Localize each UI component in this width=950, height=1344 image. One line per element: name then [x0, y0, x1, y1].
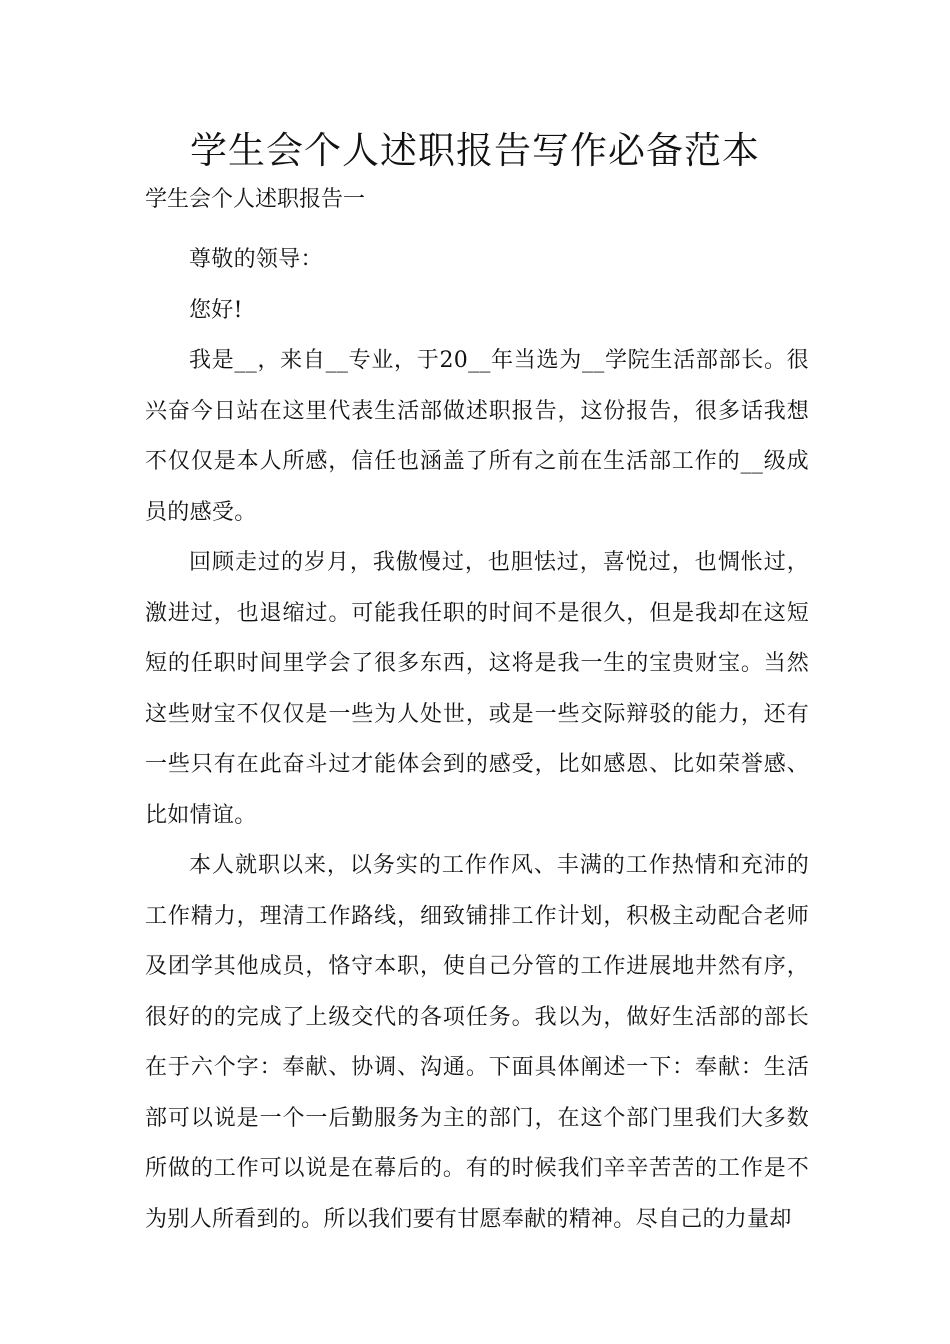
reflection-paragraph: 回顾走过的岁月，我傲慢过，也胆怯过，喜悦过，也惆怅过，激进过，也退缩过。可能我任职的时间不是很久，但是我却在这短短的任职时间里学会了很多东西，这将是我一生的宝贵财宝。当然这些财宝不仅仅是一些为人处世，或是一些交际辩驳的能力，还有一些只有在此奋斗过才能体会到的感受，比如感恩、比如荣誉感、比如情谊。: [145, 550, 809, 828]
document-title: 学生会个人述职报告写作必备范本: [190, 129, 760, 172]
salutation-paragraph: 尊敬的领导：: [189, 247, 323, 272]
document-subtitle: 学生会个人述职报告一: [145, 187, 366, 212]
intro-paragraph: 我是__，来自__专业，于20__年当选为__学院生活部部长。很兴奋今日站在这里代表生活部做述职报告，这份报告，很多话我想不仅仅是本人所感，信任也涵盖了所有之前在生活部工作的__级成员的感受。: [145, 348, 809, 525]
greeting-paragraph: 您好!: [189, 297, 243, 323]
work-summary-paragraph: 本人就职以来，以务实的工作作风、丰满的工作热情和充沛的工作精力，理清工作路线，细致铺排工作计划，积极主动配合老师及团学其他成员，恪守本职，使自己分管的工作进展地井然有序，很好的的完成了上级交代的各项任务。我以为，做好生活部的部长在于六个字：奉献、协调、沟通。下面具体阐述一下：奉献：生活部可以说是一个一后勤服务为主的部门，在这个部门里我们大多数所做的工作可以说是在幕后的。有的时候我们辛辛苦苦的工作是不为别人所看到的。所以我们要有甘愿奉献的精神。尽自己的力量却: [145, 853, 809, 1232]
document-body: [145, 235, 809, 1245]
